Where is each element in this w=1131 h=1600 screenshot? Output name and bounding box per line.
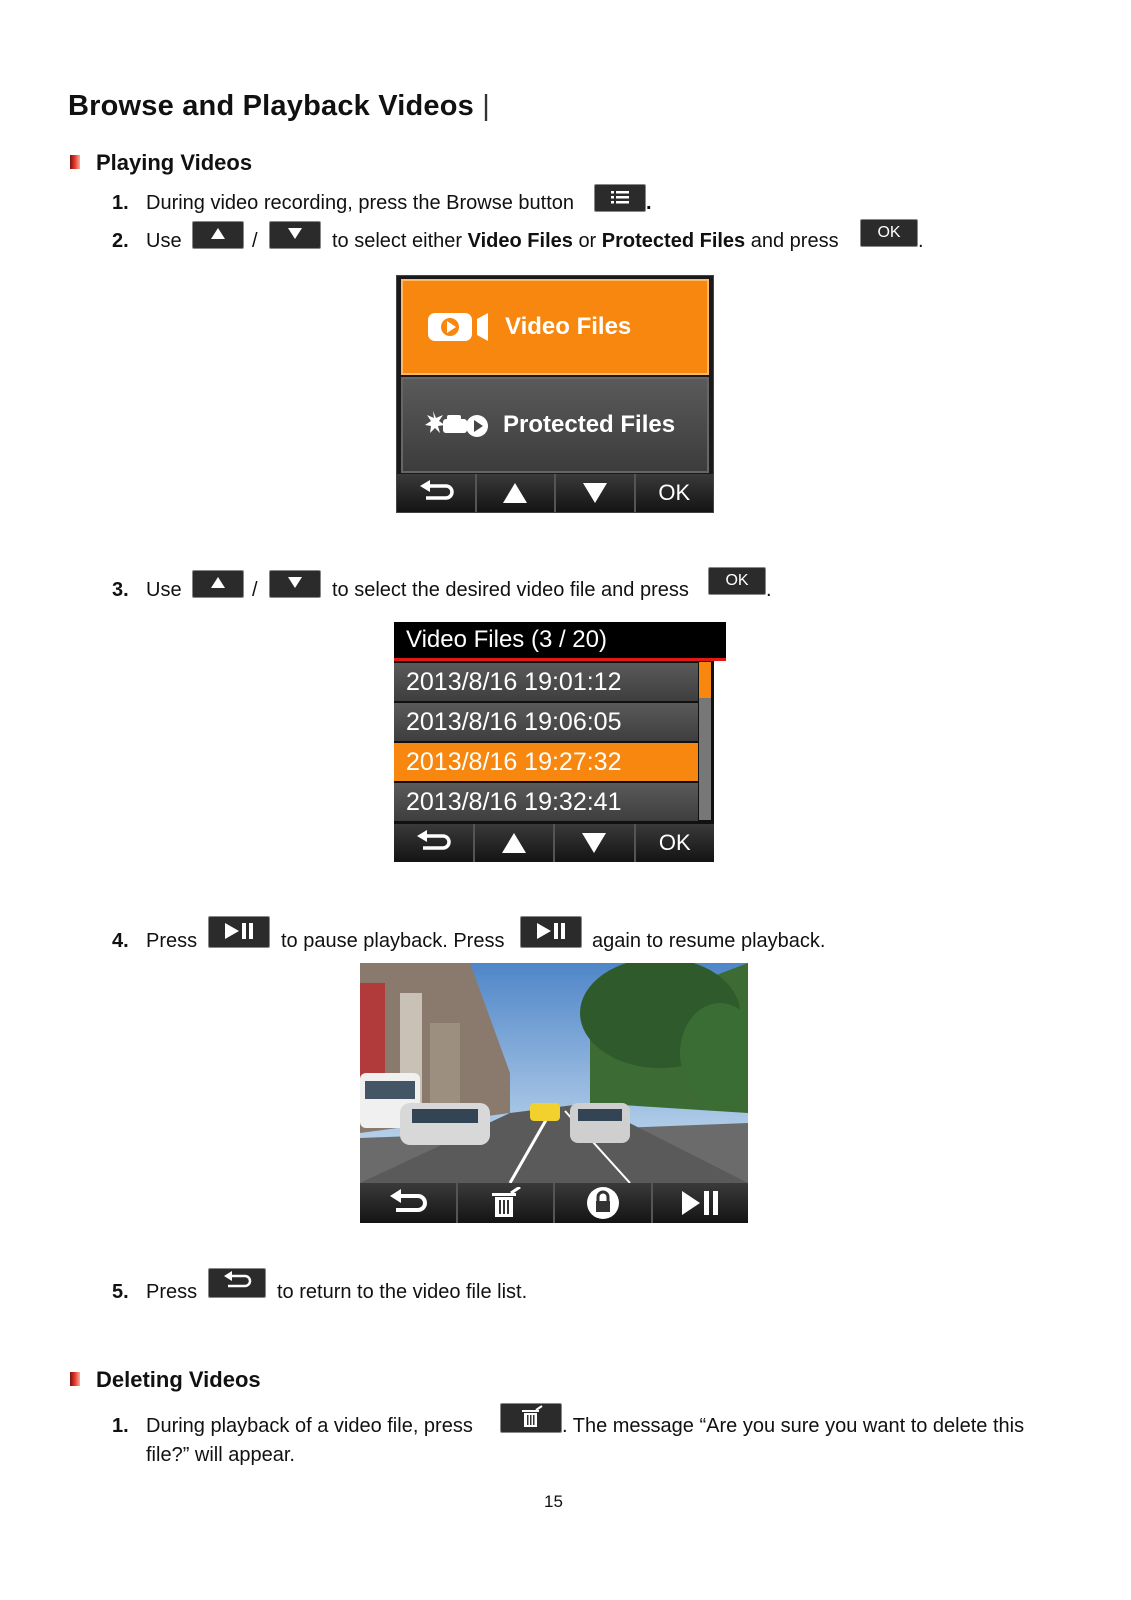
menu-item-label: Protected Files xyxy=(503,411,676,438)
page-title xyxy=(68,90,490,123)
list-title: Video Files (3 / 20) xyxy=(394,622,726,661)
down-arrow-icon xyxy=(580,481,610,505)
protected-file-icon xyxy=(425,405,495,445)
list-icon xyxy=(607,185,633,209)
title-separator: | xyxy=(482,90,491,122)
file-list-item[interactable]: 2013/8/16 19:01:12 xyxy=(394,663,698,701)
ok-button[interactable]: OK xyxy=(636,474,714,512)
up-arrow-icon xyxy=(500,481,530,505)
step-3 xyxy=(112,572,1012,606)
up-arrow-icon xyxy=(203,571,233,595)
delete-button[interactable] xyxy=(458,1183,556,1223)
step-text: Use xyxy=(146,230,182,252)
back-button[interactable] xyxy=(208,1268,266,1298)
back-button[interactable] xyxy=(397,474,477,512)
back-arrow-icon xyxy=(386,1189,430,1217)
menu-button-bar xyxy=(397,474,713,512)
step-number: 5. xyxy=(112,1281,129,1303)
down-arrow-icon xyxy=(280,571,310,595)
menu-screen xyxy=(396,275,714,513)
delete-step-1 xyxy=(112,1412,1052,1472)
down-button[interactable] xyxy=(269,570,321,598)
ok-button[interactable]: OK xyxy=(708,567,766,595)
step-text: or xyxy=(578,230,597,252)
scrollbar-thumb[interactable] xyxy=(699,662,711,698)
play-pause-button[interactable] xyxy=(208,916,270,948)
step-5 xyxy=(112,1278,1012,1308)
play-pause-button[interactable] xyxy=(653,1183,749,1223)
menu-item-label: Video Files xyxy=(505,313,632,340)
up-button[interactable] xyxy=(192,570,244,598)
back-arrow-icon xyxy=(413,830,453,856)
playback-screen xyxy=(360,963,748,1223)
slash: / xyxy=(252,579,258,601)
back-arrow-icon xyxy=(416,480,456,506)
page-title-text: Browse and Playback Videos xyxy=(68,90,475,122)
section-bullet-icon xyxy=(70,1372,80,1386)
video-camera-icon xyxy=(425,309,495,345)
ok-button[interactable]: OK xyxy=(860,219,918,247)
step-4 xyxy=(112,927,1012,957)
file-list-screen xyxy=(394,622,714,862)
up-arrow-icon xyxy=(499,831,529,855)
step-1 xyxy=(112,189,1012,219)
delete-button[interactable] xyxy=(500,1403,562,1433)
back-button[interactable] xyxy=(394,824,475,862)
step-text: to select either xyxy=(332,230,463,252)
file-list-item[interactable]: 2013/8/16 19:06:05 xyxy=(394,703,698,741)
play-pause-icon xyxy=(219,917,259,945)
playback-button-bar xyxy=(360,1183,748,1223)
file-list-item[interactable]: 2013/8/16 19:27:32 xyxy=(394,743,698,781)
step-number: 2. xyxy=(112,230,129,252)
step-text: Press xyxy=(146,930,198,952)
down-button[interactable] xyxy=(556,474,636,512)
back-arrow-icon xyxy=(219,1269,255,1295)
step-text: and press xyxy=(750,230,839,252)
down-button[interactable] xyxy=(269,221,321,249)
step-text: to return to the video file list. xyxy=(277,1281,528,1303)
menu-item-protected-files[interactable] xyxy=(401,377,709,473)
step-period: . xyxy=(646,192,652,214)
play-pause-icon xyxy=(676,1187,724,1219)
step-number: 3. xyxy=(112,579,129,601)
play-pause-icon xyxy=(531,917,571,945)
street-video-frame xyxy=(360,963,748,1183)
step-number: 1. xyxy=(112,192,129,214)
browse-button[interactable] xyxy=(594,184,646,212)
step-text: to pause playback. Press xyxy=(281,930,505,952)
list-button-bar xyxy=(394,824,714,862)
up-button[interactable] xyxy=(192,221,244,249)
back-button[interactable] xyxy=(360,1183,458,1223)
up-button[interactable] xyxy=(475,824,556,862)
step-number: 1. xyxy=(112,1415,129,1437)
step-period: . xyxy=(766,579,772,601)
step-text: Press xyxy=(146,1281,198,1303)
lock-icon xyxy=(585,1185,621,1221)
slash: / xyxy=(252,230,258,252)
video-files-term: Video Files xyxy=(467,230,573,252)
step-text: . The message “Are you sure you want to delete this xyxy=(562,1415,1025,1437)
step-2-text xyxy=(332,227,839,255)
play-pause-button[interactable] xyxy=(520,916,582,948)
up-arrow-icon xyxy=(203,222,233,246)
step-text: again to resume playback. xyxy=(592,930,826,952)
trash-icon xyxy=(516,1404,546,1430)
section-bullet-icon xyxy=(70,155,80,169)
trash-icon xyxy=(487,1187,523,1219)
step-text: file?” will appear. xyxy=(146,1444,295,1466)
scrollbar-track[interactable] xyxy=(699,662,711,820)
down-button[interactable] xyxy=(555,824,636,862)
step-text: During video recording, press the Browse button xyxy=(146,192,575,214)
step-period: . xyxy=(918,230,924,252)
down-arrow-icon xyxy=(579,831,609,855)
menu-item-video-files[interactable] xyxy=(401,279,709,375)
file-list-item[interactable]: 2013/8/16 19:32:41 xyxy=(394,783,698,821)
protected-files-term: Protected Files xyxy=(601,230,746,252)
step-2 xyxy=(112,224,1012,257)
section-heading-deleting: Deleting Videos xyxy=(96,1367,261,1392)
step-number: 4. xyxy=(112,930,129,952)
step-text: to select the desired video file and press xyxy=(332,579,689,601)
lock-button[interactable] xyxy=(555,1183,653,1223)
ok-button[interactable]: OK xyxy=(636,824,715,862)
step-text: Use xyxy=(146,579,182,601)
section-heading-playing: Playing Videos xyxy=(96,150,253,175)
page-number: 15 xyxy=(544,1492,563,1511)
step-text: During playback of a video file, press xyxy=(146,1415,473,1437)
down-arrow-icon xyxy=(280,222,310,246)
up-button[interactable] xyxy=(477,474,557,512)
